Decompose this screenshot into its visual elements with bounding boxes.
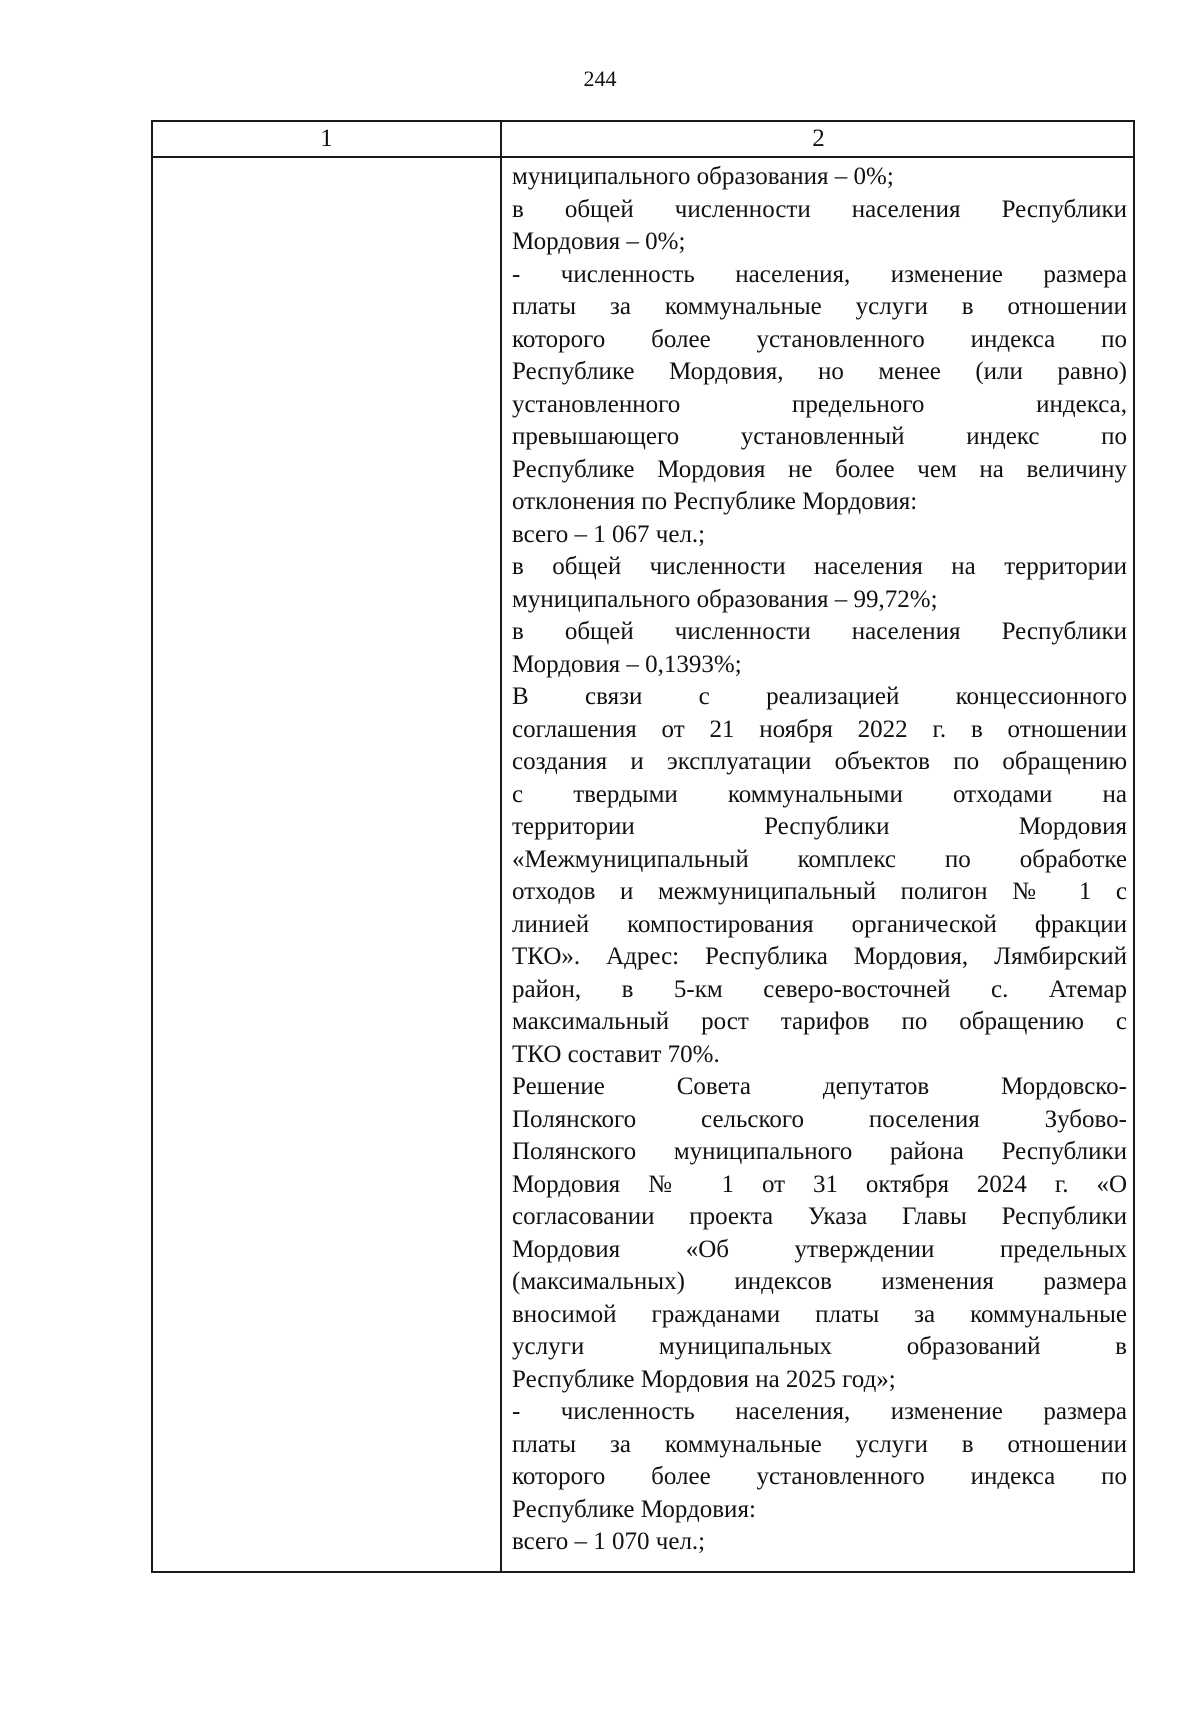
text-line: Полянского муниципального района Республики bbox=[512, 1138, 1127, 1165]
text-line: Мордовия – 0,1393%; bbox=[512, 650, 742, 678]
text-line: - численность населения, изменение размера bbox=[512, 1398, 1127, 1425]
table-cell-column-2-text bbox=[512, 161, 1127, 1559]
text-line: платы за коммунальные услуги в отношении bbox=[512, 293, 1127, 320]
text-line: в общей численности населения на территории bbox=[512, 553, 1127, 580]
text-line: Полянского сельского поселения Зубово- bbox=[512, 1105, 1127, 1133]
column-divider bbox=[500, 122, 502, 1571]
text-line: В связи с реализацией концессионного bbox=[512, 683, 1127, 710]
text-line: Республике Мордовия: bbox=[512, 1495, 756, 1523]
text-line: всего – 1 070 чел.; bbox=[512, 1528, 706, 1555]
text-line: превышающего установленный индекс по bbox=[512, 423, 1127, 450]
text-line: Мордовия – 0%; bbox=[512, 228, 686, 255]
text-line: вносимой гражданами платы за коммунальные bbox=[512, 1300, 1127, 1328]
text-line: район, в 5-км северо-восточней с. Атемар bbox=[512, 975, 1127, 1003]
text-line: в общей численности населения Республики bbox=[512, 618, 1127, 645]
header-cell-column-1: 1 bbox=[320, 125, 333, 152]
text-line: ТКО составит 70%. bbox=[512, 1040, 720, 1068]
text-line: ТКО». Адрес: Республика Мордовия, Лямбирский bbox=[512, 943, 1127, 970]
page-number: 244 bbox=[583, 66, 617, 91]
text-line: с твердыми коммунальными отходами на bbox=[512, 780, 1127, 808]
text-line: максимальный рост тарифов по обращению с bbox=[512, 1008, 1127, 1035]
text-line: Республике Мордовия на 2025 год»; bbox=[512, 1365, 896, 1393]
document-table bbox=[151, 120, 1135, 1573]
text-line: - численность населения, изменение размера bbox=[512, 260, 1127, 288]
text-line: установленного предельного индекса, bbox=[512, 390, 1127, 418]
text-line: муниципального образования – 0%; bbox=[512, 163, 894, 190]
text-line: которого более установленного индекса по bbox=[512, 1463, 1127, 1490]
text-line: согласовании проекта Указа Главы Республики bbox=[512, 1203, 1127, 1230]
text-line: платы за коммунальные услуги в отношении bbox=[512, 1430, 1127, 1458]
text-line: Решение Совета депутатов Мордовско- bbox=[512, 1073, 1127, 1100]
text-line: Республике Мордовия, но менее (или равно) bbox=[512, 358, 1127, 385]
header-cell-column-2: 2 bbox=[812, 125, 825, 152]
text-line: соглашения от 21 ноября 2022 г. в отношении bbox=[512, 715, 1127, 743]
text-line: которого более установленного индекса по bbox=[512, 325, 1127, 353]
text-line: муниципального образования – 99,72%; bbox=[512, 585, 938, 613]
text-line: (максимальных) индексов изменения размера bbox=[512, 1268, 1127, 1295]
text-line: территории Республики Мордовия bbox=[512, 813, 1127, 840]
text-line: в общей численности населения Республики bbox=[512, 195, 1127, 223]
text-line: услуги муниципальных образований в bbox=[512, 1333, 1127, 1360]
text-line: линией компостирования органической фракции bbox=[512, 910, 1127, 938]
text-line: «Межмуниципальный комплекс по обработке bbox=[512, 845, 1127, 873]
text-line: Мордовия «Об утверждении предельных bbox=[512, 1235, 1127, 1263]
text-line: Мордовия № 1 от 31 октября 2024 г. «О bbox=[512, 1170, 1127, 1198]
text-line: всего – 1 067 чел.; bbox=[512, 520, 706, 548]
text-line: Республике Мордовия не более чем на величину bbox=[512, 455, 1127, 483]
text-line: отклонения по Республике Мордовия: bbox=[512, 488, 918, 515]
text-line: отходов и межмуниципальный полигон № 1 с bbox=[512, 878, 1127, 905]
table-header-row bbox=[153, 122, 1133, 158]
text-line: создания и эксплуатации объектов по обращению bbox=[512, 748, 1127, 775]
